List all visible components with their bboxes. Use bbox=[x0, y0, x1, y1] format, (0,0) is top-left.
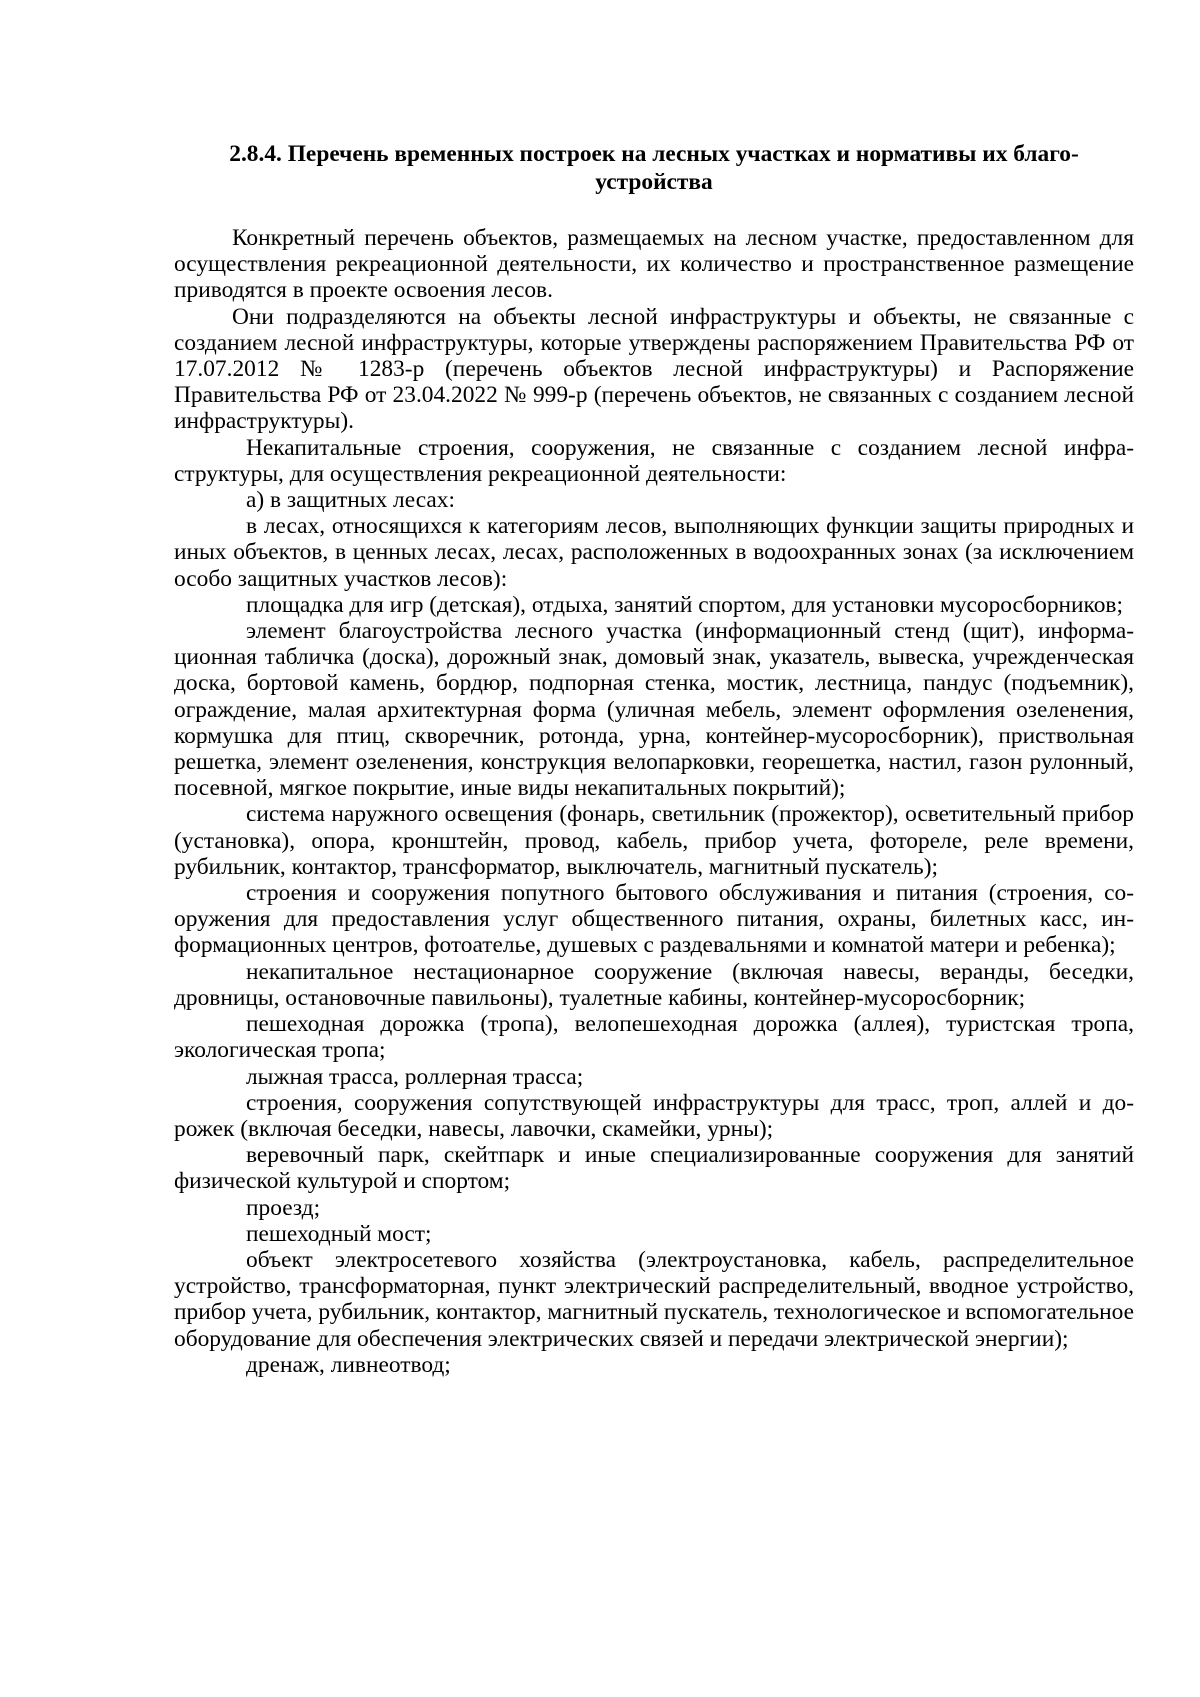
paragraph: проезд; bbox=[246, 1194, 321, 1221]
paragraph: элемент благоустройства лесного участка (информационный стенд (щит), информационная табличка (доска), дорожный знак, домовый знак, указатель, вывеска, учрежденческая доска, бортовой камень, бордюр, подпорная стенка, мостик, лестница, пандус (подъемник), ограждение, малая архитектурная форма (уличная мебель, элемент оформления озеленения, кормушка для птиц, скворечник, ротонда, урна, контейнер-мусоросборник), приствольная решетка, элемент озеленения, конструкция велопарковки, георешетка, настил, газон рулонный, посевной, мягкое покрытие, иные виды некапитальных покрытий); bbox=[174, 618, 1134, 802]
paragraph: Они подразделяются на объекты лесной инфраструктуры и объекты, не связанные с созданием лесной инфраструктуры, которые утверждены распоряжением Правительства РФ от 17.07.2012 № 1283-р (перечень объектов лесной инфраструктуры) и Распоряжение Правительства РФ от 23.04.2022 № 999-р (перечень объектов, не связанных с созданием лесной инфраструктуры). bbox=[174, 303, 1134, 435]
paragraph: пешеходный мост; bbox=[246, 1220, 432, 1247]
paragraph: Конкретный перечень объектов, размещаемых на лесном участке, предоставленном для осуществления рекреационной деятельности, их количество и пространственное размещение приводятся в проекте освоения лесов. bbox=[174, 225, 1134, 304]
paragraph: пешеходная дорожка (тропа), велопешеходная дорожка (аллея), туристская тропа, экологическая тропа; bbox=[174, 1011, 1134, 1064]
paragraph: в лесах, относящихся к категориям лесов, выполняющих функции защиты природных и иных объектов, в ценных лесах, лесах, расположенных в водоохранных зонах (за исключением особо защитных участков лесов): bbox=[174, 513, 1134, 592]
section-title: 2.8.4. Перечень временных построек на лесных участках и нормативы их благоустройства bbox=[229, 141, 1079, 195]
paragraph: лыжная трасса, роллерная трасса; bbox=[246, 1063, 584, 1090]
paragraph: строения, сооружения сопутствующей инфраструктуры для трасс, троп, аллей и дорожек (включая беседки, навесы, лавочки, скамейки, урны); bbox=[174, 1089, 1134, 1142]
paragraph: некапитальное нестационарное сооружение (включая навесы, веранды, беседки, дровницы, остановочные павильоны), туалетные кабины, контейнер-мусоросборник; bbox=[174, 958, 1134, 1011]
paragraph: объект электросетевого хозяйства (электроустановка, кабель, распределительное устройство, трансформаторная, пункт электрический распределительный, вводное устройство, прибор учета, рубильник, контактор, магнитный пускатель, технологическое и вспомогательное оборудование для обеспечения электрических связей и передачи электрической энергии); bbox=[174, 1246, 1134, 1352]
paragraph: а) в защитных лесах: bbox=[246, 487, 455, 514]
paragraph: строения и сооружения попутного бытового обслуживания и питания (строения, сооружения для предоставления услуг общественного питания, охраны, билетных касс, информационных центров, фотоателье, душевых с раздевальнями и комнатой матери и ребенка); bbox=[174, 880, 1134, 959]
paragraph: система наружного освещения (фонарь, светильник (прожектор), осветительный прибор (установка), опора, кронштейн, провод, кабель, прибор учета, фотореле, реле времени, рубильник, контактор, трансформатор, выключатель, магнитный пускатель); bbox=[174, 801, 1134, 880]
document-body bbox=[174, 140, 1134, 1378]
paragraph: веревочный парк, скейтпарк и иные специализированные сооружения для занятий физической культурой и спортом; bbox=[174, 1142, 1134, 1195]
paragraph: Некапитальные строения, сооружения, не связанные с созданием лесной инфраструктуры, для осуществления рекреационной деятельности: bbox=[174, 434, 1134, 487]
paragraph: дренаж, ливнеотвод; bbox=[246, 1351, 451, 1378]
paragraph: площадка для игр (детская), отдыха, занятий спортом, для установки мусоросборников; bbox=[246, 591, 1123, 618]
